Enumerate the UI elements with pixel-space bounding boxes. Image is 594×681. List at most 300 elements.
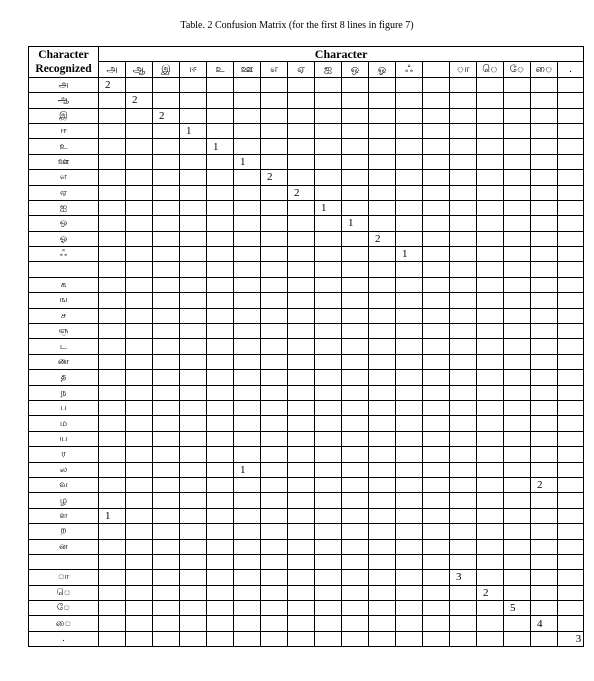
matrix-cell <box>261 277 288 292</box>
matrix-cell <box>288 293 315 308</box>
matrix-cell <box>99 185 126 200</box>
matrix-cell <box>396 447 423 462</box>
matrix-cell <box>558 462 584 477</box>
matrix-cell <box>531 339 558 354</box>
matrix-cell <box>126 77 153 92</box>
matrix-cell <box>342 585 369 600</box>
matrix-cell <box>99 231 126 246</box>
matrix-cell <box>423 339 450 354</box>
table-row <box>29 247 584 262</box>
row-label: ந <box>29 385 99 400</box>
matrix-cell <box>180 93 207 108</box>
matrix-cell <box>180 231 207 246</box>
matrix-cell <box>234 324 261 339</box>
row-label: எ <box>29 170 99 185</box>
matrix-cell <box>126 493 153 508</box>
matrix-cell <box>234 77 261 92</box>
matrix-cell <box>315 400 342 415</box>
matrix-cell <box>153 385 180 400</box>
matrix-cell <box>477 123 504 138</box>
matrix-cell <box>288 508 315 523</box>
matrix-cell <box>450 123 477 138</box>
matrix-cell <box>99 354 126 369</box>
matrix-cell <box>288 370 315 385</box>
matrix-cell <box>396 77 423 92</box>
matrix-cell <box>558 370 584 385</box>
matrix-cell <box>396 324 423 339</box>
matrix-cell <box>99 139 126 154</box>
matrix-cell <box>288 200 315 215</box>
matrix-cell <box>207 447 234 462</box>
matrix-cell <box>153 262 180 277</box>
matrix-cell <box>531 508 558 523</box>
matrix-cell <box>180 324 207 339</box>
matrix-cell <box>126 508 153 523</box>
matrix-cell <box>153 493 180 508</box>
matrix-cell <box>504 400 531 415</box>
matrix-cell <box>531 200 558 215</box>
matrix-cell <box>504 477 531 492</box>
column-header: Character <box>99 47 584 62</box>
matrix-cell <box>207 570 234 585</box>
column-label: ஆ <box>126 62 153 77</box>
matrix-cell <box>450 247 477 262</box>
matrix-cell <box>558 554 584 569</box>
matrix-cell <box>396 508 423 523</box>
matrix-cell <box>450 493 477 508</box>
matrix-cell <box>423 431 450 446</box>
matrix-cell <box>342 277 369 292</box>
matrix-cell <box>396 416 423 431</box>
matrix-cell <box>477 247 504 262</box>
matrix-cell <box>234 123 261 138</box>
matrix-cell <box>153 354 180 369</box>
matrix-cell <box>99 308 126 323</box>
table-row <box>29 462 584 477</box>
row-label: அ <box>29 77 99 92</box>
matrix-cell <box>369 123 396 138</box>
matrix-cell <box>207 339 234 354</box>
matrix-cell <box>288 601 315 616</box>
matrix-cell <box>315 277 342 292</box>
matrix-cell <box>423 554 450 569</box>
matrix-cell <box>261 262 288 277</box>
matrix-cell <box>396 339 423 354</box>
matrix-cell <box>423 277 450 292</box>
matrix-cell <box>207 185 234 200</box>
matrix-cell <box>288 616 315 631</box>
matrix-cell <box>234 585 261 600</box>
matrix-cell <box>99 539 126 554</box>
matrix-cell <box>234 631 261 646</box>
matrix-cell <box>504 247 531 262</box>
matrix-cell <box>315 524 342 539</box>
matrix-cell <box>126 616 153 631</box>
column-label: ஃ <box>396 62 423 77</box>
matrix-cell <box>288 354 315 369</box>
matrix-cell <box>558 339 584 354</box>
matrix-cell <box>315 216 342 231</box>
matrix-cell <box>504 200 531 215</box>
matrix-cell <box>558 185 584 200</box>
matrix-cell <box>423 493 450 508</box>
matrix-cell <box>315 431 342 446</box>
matrix-cell <box>153 431 180 446</box>
matrix-cell <box>126 447 153 462</box>
matrix-cell <box>315 554 342 569</box>
matrix-cell <box>207 616 234 631</box>
matrix-cell <box>180 339 207 354</box>
matrix-cell <box>396 293 423 308</box>
matrix-cell <box>180 216 207 231</box>
row-label: ழ <box>29 493 99 508</box>
matrix-cell <box>315 508 342 523</box>
matrix-cell <box>315 385 342 400</box>
table-row <box>29 170 584 185</box>
matrix-cell <box>450 385 477 400</box>
matrix-cell: 2 <box>126 93 153 108</box>
matrix-cell <box>261 493 288 508</box>
matrix-cell <box>450 170 477 185</box>
matrix-cell <box>288 431 315 446</box>
matrix-cell <box>477 631 504 646</box>
table-row <box>29 554 584 569</box>
matrix-cell <box>153 170 180 185</box>
matrix-cell <box>207 524 234 539</box>
matrix-cell <box>153 477 180 492</box>
matrix-cell <box>504 385 531 400</box>
matrix-cell <box>531 385 558 400</box>
column-label: உ <box>207 62 234 77</box>
row-label: ஆ <box>29 93 99 108</box>
matrix-cell <box>342 231 369 246</box>
confusion-matrix-table <box>28 46 584 647</box>
matrix-cell <box>315 539 342 554</box>
matrix-cell <box>288 339 315 354</box>
table-row <box>29 123 584 138</box>
matrix-cell <box>531 308 558 323</box>
matrix-cell <box>315 493 342 508</box>
matrix-cell <box>207 554 234 569</box>
matrix-cell <box>558 216 584 231</box>
matrix-cell <box>369 616 396 631</box>
matrix-cell <box>153 416 180 431</box>
matrix-cell <box>531 354 558 369</box>
matrix-cell <box>423 585 450 600</box>
matrix-cell <box>450 216 477 231</box>
matrix-cell <box>288 385 315 400</box>
matrix-cell <box>126 400 153 415</box>
matrix-cell <box>504 324 531 339</box>
matrix-cell <box>504 616 531 631</box>
table-caption: Table. 2 Confusion Matrix (for the first 8 lines in figure 7) <box>180 20 414 31</box>
matrix-cell <box>396 154 423 169</box>
matrix-cell <box>180 431 207 446</box>
matrix-cell <box>477 416 504 431</box>
matrix-cell <box>450 431 477 446</box>
matrix-cell: 1 <box>234 154 261 169</box>
matrix-cell <box>207 493 234 508</box>
matrix-cell <box>477 293 504 308</box>
matrix-cell <box>99 385 126 400</box>
matrix-cell <box>423 293 450 308</box>
matrix-cell <box>180 539 207 554</box>
matrix-cell <box>126 477 153 492</box>
row-label <box>29 262 99 277</box>
matrix-cell <box>369 416 396 431</box>
matrix-cell <box>99 431 126 446</box>
matrix-cell <box>450 262 477 277</box>
matrix-cell: 2 <box>477 585 504 600</box>
column-label <box>423 62 450 77</box>
matrix-cell <box>342 416 369 431</box>
matrix-cell <box>558 93 584 108</box>
table-row <box>29 601 584 616</box>
matrix-cell <box>558 200 584 215</box>
matrix-cell <box>315 354 342 369</box>
matrix-cell <box>180 108 207 123</box>
matrix-cell <box>207 308 234 323</box>
matrix-cell <box>288 93 315 108</box>
matrix-cell <box>477 108 504 123</box>
matrix-cell <box>99 262 126 277</box>
matrix-cell <box>207 231 234 246</box>
matrix-cell <box>423 324 450 339</box>
matrix-cell <box>423 631 450 646</box>
matrix-cell <box>450 231 477 246</box>
matrix-cell <box>288 108 315 123</box>
matrix-cell <box>531 293 558 308</box>
matrix-cell <box>423 462 450 477</box>
matrix-cell <box>261 216 288 231</box>
matrix-cell <box>207 216 234 231</box>
matrix-cell <box>396 231 423 246</box>
matrix-cell <box>369 370 396 385</box>
matrix-cell <box>558 585 584 600</box>
matrix-cell <box>315 339 342 354</box>
matrix-cell <box>207 77 234 92</box>
matrix-cell <box>315 262 342 277</box>
matrix-cell <box>369 431 396 446</box>
matrix-cell <box>315 293 342 308</box>
matrix-cell <box>288 123 315 138</box>
matrix-cell <box>477 231 504 246</box>
matrix-cell <box>531 631 558 646</box>
matrix-cell <box>531 493 558 508</box>
matrix-cell: 1 <box>315 200 342 215</box>
matrix-cell <box>450 631 477 646</box>
matrix-cell <box>153 154 180 169</box>
matrix-cell <box>342 539 369 554</box>
matrix-cell <box>126 554 153 569</box>
matrix-cell <box>342 462 369 477</box>
matrix-cell <box>99 524 126 539</box>
matrix-cell <box>207 247 234 262</box>
matrix-cell <box>531 447 558 462</box>
matrix-cell <box>450 462 477 477</box>
matrix-cell <box>261 601 288 616</box>
table-row <box>29 570 584 585</box>
matrix-cell <box>396 431 423 446</box>
matrix-cell <box>504 585 531 600</box>
matrix-cell <box>153 447 180 462</box>
matrix-cell <box>315 462 342 477</box>
column-label: இ <box>153 62 180 77</box>
matrix-cell <box>504 93 531 108</box>
matrix-cell <box>558 385 584 400</box>
matrix-cell: 1 <box>207 139 234 154</box>
matrix-cell <box>153 339 180 354</box>
matrix-cell <box>207 154 234 169</box>
table-row <box>29 200 584 215</box>
matrix-cell <box>369 508 396 523</box>
matrix-cell <box>369 185 396 200</box>
matrix-cell <box>288 216 315 231</box>
matrix-cell <box>180 554 207 569</box>
matrix-cell <box>369 262 396 277</box>
matrix-cell <box>558 231 584 246</box>
matrix-cell <box>450 324 477 339</box>
matrix-cell <box>342 308 369 323</box>
matrix-cell <box>180 262 207 277</box>
matrix-cell <box>288 247 315 262</box>
matrix-cell <box>396 554 423 569</box>
matrix-cell <box>477 77 504 92</box>
matrix-cell <box>207 431 234 446</box>
matrix-cell <box>450 585 477 600</box>
matrix-cell <box>261 385 288 400</box>
row-label: த <box>29 370 99 385</box>
matrix-cell <box>234 570 261 585</box>
matrix-cell <box>153 77 180 92</box>
matrix-cell <box>234 400 261 415</box>
table-row <box>29 308 584 323</box>
matrix-cell <box>450 400 477 415</box>
column-label: ெ <box>477 62 504 77</box>
row-label: ல <box>29 462 99 477</box>
matrix-cell <box>558 416 584 431</box>
matrix-cell <box>99 554 126 569</box>
matrix-cell <box>531 170 558 185</box>
matrix-cell <box>558 293 584 308</box>
matrix-cell <box>153 277 180 292</box>
matrix-cell <box>450 154 477 169</box>
row-label: ஓ <box>29 231 99 246</box>
matrix-cell <box>288 170 315 185</box>
matrix-cell <box>207 462 234 477</box>
matrix-cell <box>288 416 315 431</box>
matrix-cell <box>396 570 423 585</box>
row-label: ஞ <box>29 324 99 339</box>
matrix-cell <box>342 554 369 569</box>
matrix-cell <box>234 170 261 185</box>
matrix-cell <box>369 447 396 462</box>
matrix-cell <box>504 524 531 539</box>
matrix-cell <box>504 262 531 277</box>
matrix-cell <box>180 447 207 462</box>
matrix-cell <box>450 447 477 462</box>
matrix-cell <box>450 108 477 123</box>
matrix-cell <box>153 585 180 600</box>
row-label: ர <box>29 447 99 462</box>
matrix-cell <box>99 601 126 616</box>
matrix-cell <box>477 400 504 415</box>
matrix-cell <box>558 400 584 415</box>
matrix-cell <box>423 154 450 169</box>
matrix-cell <box>180 585 207 600</box>
row-label: . <box>29 631 99 646</box>
matrix-cell <box>450 339 477 354</box>
matrix-cell <box>396 185 423 200</box>
matrix-cell <box>342 601 369 616</box>
matrix-cell <box>315 447 342 462</box>
table-row <box>29 385 584 400</box>
matrix-cell <box>477 493 504 508</box>
matrix-cell <box>531 585 558 600</box>
matrix-cell <box>423 385 450 400</box>
matrix-cell <box>153 370 180 385</box>
matrix-cell <box>423 231 450 246</box>
matrix-cell <box>234 262 261 277</box>
matrix-cell: 5 <box>504 601 531 616</box>
matrix-cell <box>342 77 369 92</box>
matrix-cell <box>369 631 396 646</box>
matrix-cell <box>531 400 558 415</box>
matrix-cell <box>369 354 396 369</box>
matrix-cell <box>396 308 423 323</box>
matrix-cell <box>450 539 477 554</box>
matrix-cell <box>423 108 450 123</box>
matrix-cell <box>369 170 396 185</box>
matrix-cell <box>99 493 126 508</box>
matrix-cell <box>450 293 477 308</box>
matrix-cell <box>369 477 396 492</box>
matrix-cell <box>288 570 315 585</box>
matrix-cell <box>477 308 504 323</box>
matrix-cell <box>504 216 531 231</box>
matrix-cell <box>288 447 315 462</box>
matrix-cell <box>288 262 315 277</box>
matrix-cell <box>261 370 288 385</box>
table-row <box>29 139 584 154</box>
matrix-cell <box>396 123 423 138</box>
matrix-cell <box>99 277 126 292</box>
matrix-cell <box>450 185 477 200</box>
matrix-cell <box>531 524 558 539</box>
matrix-cell <box>180 524 207 539</box>
matrix-cell <box>261 139 288 154</box>
matrix-cell <box>369 524 396 539</box>
matrix-cell <box>369 277 396 292</box>
table-row <box>29 431 584 446</box>
table-row <box>29 631 584 646</box>
matrix-cell <box>342 324 369 339</box>
matrix-cell <box>342 400 369 415</box>
matrix-cell <box>477 324 504 339</box>
matrix-cell <box>153 539 180 554</box>
matrix-cell <box>450 416 477 431</box>
matrix-cell <box>558 170 584 185</box>
row-label: ஈ <box>29 123 99 138</box>
row-label: ா <box>29 570 99 585</box>
row-label: ப <box>29 400 99 415</box>
matrix-cell: 2 <box>153 108 180 123</box>
row-label: ை <box>29 616 99 631</box>
row-label: ே <box>29 601 99 616</box>
matrix-cell <box>315 93 342 108</box>
matrix-cell <box>288 477 315 492</box>
matrix-cell <box>234 554 261 569</box>
